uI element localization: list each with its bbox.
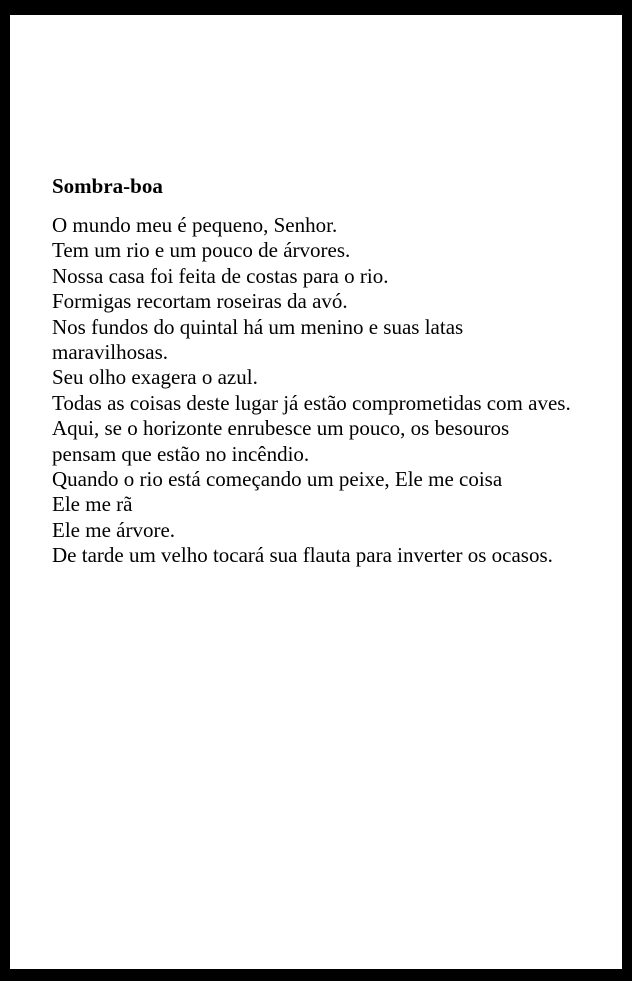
poem-line: Nossa casa foi feita de costas para o rio. bbox=[52, 263, 389, 288]
poem-line: Aqui, se o horizonte enrubesce um pouco, os besouros pensam que estão no incêndio. bbox=[52, 416, 510, 466]
poem-line: De tarde um velho tocará sua flauta para inverter os ocasos. bbox=[52, 543, 553, 568]
poem-container bbox=[52, 173, 572, 569]
poem-line: Quando o rio está começando um peixe, Ele me coisa bbox=[52, 467, 503, 492]
poem-line: Todas as coisas deste lugar já estão comprometidas com aves. bbox=[52, 390, 571, 415]
poem-line: O mundo meu é pequeno, Senhor. bbox=[52, 213, 338, 237]
poem-line: Nos fundos do quintal há um menino e suas latas maravilhosas. bbox=[52, 314, 464, 365]
poem-title: Sombra-boa bbox=[52, 174, 163, 198]
poem-line: Ele me árvore. bbox=[52, 517, 176, 542]
document-page bbox=[10, 15, 622, 969]
poem-line: Ele me rã bbox=[52, 492, 133, 517]
poem-line: Seu olho exagera o azul. bbox=[52, 365, 258, 390]
poem-body bbox=[52, 213, 572, 569]
poem-line: Formigas recortam roseiras da avó. bbox=[52, 289, 348, 314]
poem-line: Tem um rio e um pouco de árvores. bbox=[52, 238, 351, 263]
